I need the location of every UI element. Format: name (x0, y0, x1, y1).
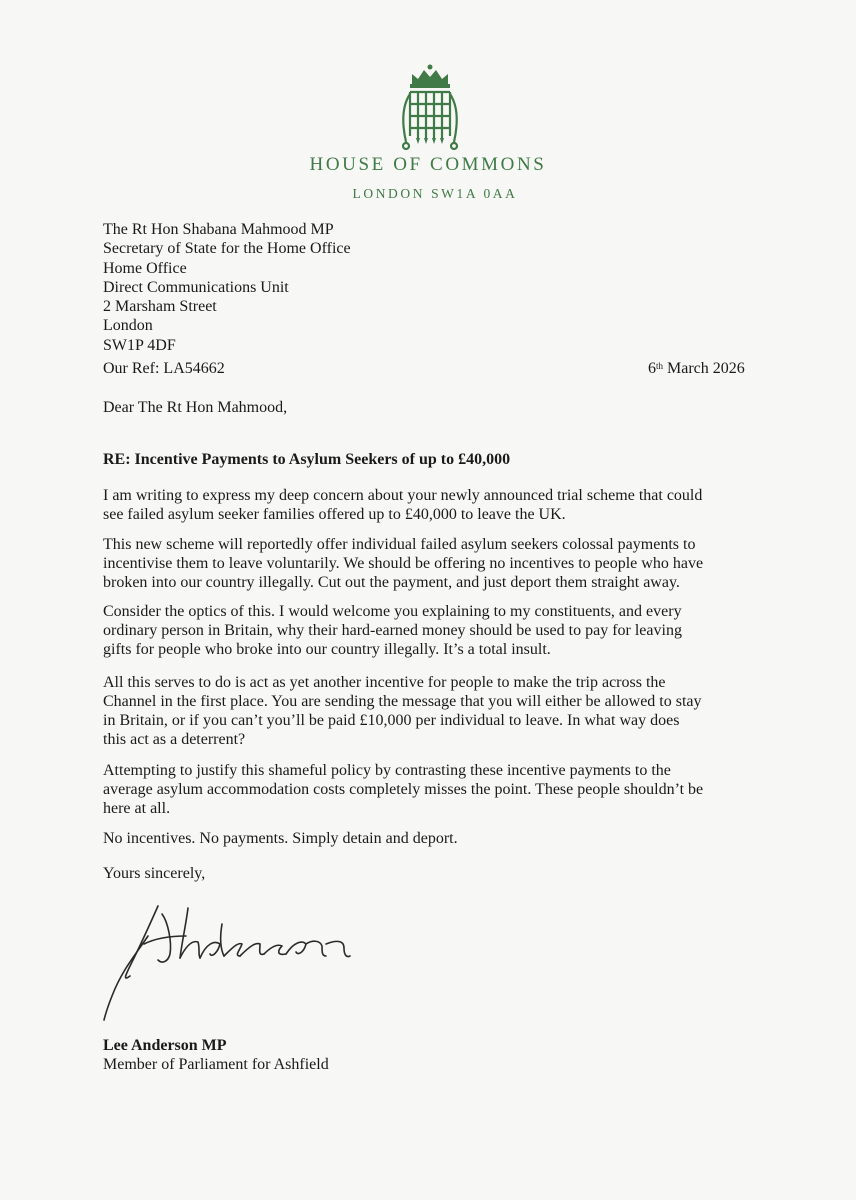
letterhead-title: HOUSE OF COMMONS (309, 154, 547, 175)
signer-name: Lee Anderson MP (103, 1037, 227, 1054)
paragraph-line: All this serves to do is act as yet another incentive for people to make the trip across the (103, 674, 666, 691)
paragraph-line: This new scheme will reportedly offer individual failed asylum seekers colossal payments to (103, 536, 696, 553)
recipient-line: Direct Communications Unit (103, 278, 289, 296)
closing: Yours sincerely, (103, 865, 206, 882)
date-day: 6 (648, 360, 656, 377)
date-suffix: th (656, 361, 664, 371)
recipient-line: 2 Marsham Street (103, 298, 217, 316)
paragraph-line: average asylum accommodation costs completely misses the point. These people shouldn’t be (103, 781, 704, 798)
paragraph-line: this act as a deterrent? (103, 731, 246, 748)
recipient-line: SW1P 4DF (103, 336, 176, 354)
paragraph-line: gifts for people who broke into our country illegally. It’s a total insult. (103, 641, 551, 658)
letter-date (648, 359, 745, 378)
recipient-line: The Rt Hon Shabana Mahmood MP (103, 221, 334, 238)
handwritten-signature (100, 884, 370, 1024)
body-paragraph (103, 535, 763, 592)
signer-role: Member of Parliament for Ashfield (103, 1056, 329, 1073)
letterhead-address: LONDON SW1A 0AA (352, 186, 518, 201)
paragraph-line: ordinary person in Britain, why their hard-earned money should be used to pay for leaving (103, 622, 682, 639)
body-paragraph (103, 829, 763, 848)
paragraph-line: here at all. (103, 800, 171, 817)
recipient-line: Secretary of State for the Home Office (103, 240, 351, 258)
paragraph-line: in Britain, or if you can’t you’ll be paid £10,000 per individual to leave. In what way does (103, 712, 680, 729)
paragraph-line: No incentives. No payments. Simply detain and deport. (103, 830, 458, 847)
recipient-line: London (103, 317, 153, 335)
subject-line: RE: Incentive Payments to Asylum Seekers of up to £40,000 (103, 451, 511, 468)
recipient-address (103, 220, 623, 355)
body-paragraph (103, 761, 763, 818)
date-month-year: March 2026 (663, 360, 745, 377)
portcullis-crest-icon (398, 62, 462, 154)
body-paragraph (103, 486, 763, 524)
paragraph-line: Attempting to justify this shameful policy by contrasting these incentive payments to the (103, 762, 671, 779)
paragraph-line: see failed asylum seeker families offered up to £40,000 to leave the UK. (103, 506, 566, 523)
recipient-line: Home Office (103, 259, 187, 277)
paragraph-line: I am writing to express my deep concern about your newly announced trial scheme that could (103, 487, 703, 504)
body-paragraph (103, 602, 763, 659)
paragraph-line: broken into our country illegally. Cut out the payment, and just deport them straight away. (103, 574, 680, 591)
paragraph-line: Consider the optics of this. I would welcome you explaining to my constituents, and every (103, 603, 682, 620)
paragraph-line: Channel in the first place. You are sending the message that you will either be allowed to stay (103, 693, 702, 710)
salutation: Dear The Rt Hon Mahmood, (103, 399, 288, 416)
reference-number: Our Ref: LA54662 (103, 360, 225, 377)
paragraph-line: incentivise them to leave voluntarily. We should be offering no incentives to people who have (103, 555, 704, 572)
body-paragraph (103, 673, 763, 749)
